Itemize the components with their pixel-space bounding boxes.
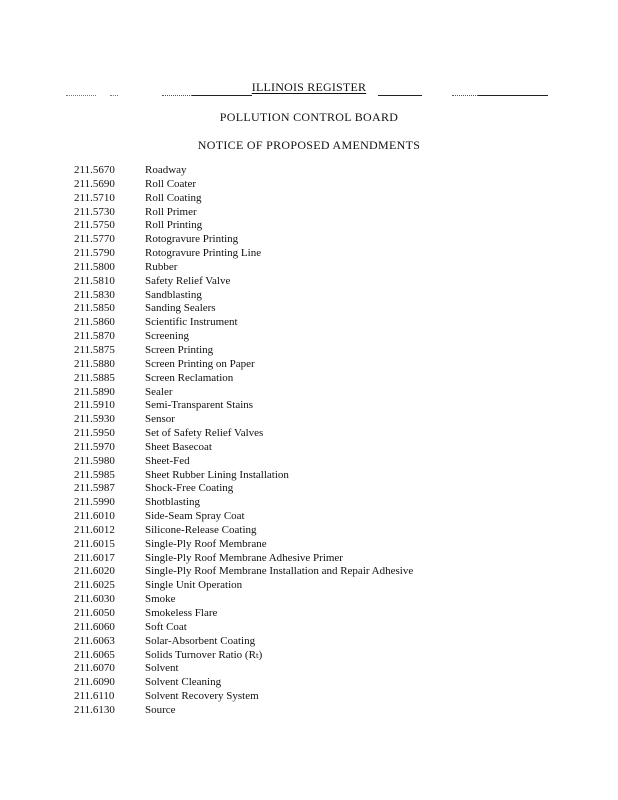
definition-row bbox=[74, 233, 594, 247]
defined-term: Roadway bbox=[145, 164, 187, 176]
definition-row bbox=[74, 482, 594, 496]
definition-row bbox=[74, 192, 594, 206]
defined-term: Sheet Basecoat bbox=[145, 440, 212, 453]
defined-term: Sensor bbox=[145, 413, 175, 426]
definition-row bbox=[74, 635, 594, 649]
section-number: 211.5850 bbox=[74, 302, 115, 315]
section-number: 211.6090 bbox=[74, 676, 115, 689]
defined-term: Safety Relief Valve bbox=[145, 274, 231, 287]
defined-term: Roll Coating bbox=[145, 191, 202, 204]
section-number: 211.6060 bbox=[74, 620, 115, 633]
section-number: 211.6130 bbox=[74, 703, 115, 716]
definition-row bbox=[74, 579, 594, 593]
definition-row bbox=[74, 427, 594, 441]
section-number: 211.5860 bbox=[74, 316, 115, 329]
section-number: 211.6030 bbox=[74, 593, 115, 606]
section-number: 211.6065 bbox=[74, 648, 115, 661]
defined-term: Solvent Cleaning bbox=[145, 676, 222, 689]
section-number: 211.5987 bbox=[74, 482, 115, 495]
defined-term: Sealer bbox=[145, 385, 173, 398]
definition-row bbox=[74, 178, 594, 192]
section-number: 211.5885 bbox=[74, 371, 115, 384]
definition-row bbox=[74, 302, 594, 316]
definition-row bbox=[74, 275, 594, 289]
header-rule-left-dots bbox=[66, 95, 96, 96]
defined-term: Set of Safety Relief Valves bbox=[145, 427, 264, 440]
section-number: 211.5810 bbox=[74, 274, 115, 287]
section-number: 211.6063 bbox=[74, 634, 115, 647]
definition-row bbox=[74, 386, 594, 400]
section-number: 211.5670 bbox=[74, 164, 115, 176]
definition-row bbox=[74, 607, 594, 621]
defined-term: Solids Turnover Ratio (Rₜ) bbox=[145, 648, 263, 661]
defined-term: Screen Reclamation bbox=[145, 371, 234, 384]
definition-row bbox=[74, 219, 594, 233]
section-number: 211.5830 bbox=[74, 288, 115, 301]
defined-term: Soft Coat bbox=[145, 620, 187, 633]
section-number: 211.6010 bbox=[74, 510, 115, 523]
defined-term: Sheet-Fed bbox=[145, 454, 190, 467]
notice-title: NOTICE OF PROPOSED AMENDMENTS bbox=[197, 138, 421, 152]
section-number: 211.5910 bbox=[74, 399, 115, 412]
header-rule-left-dotted bbox=[162, 95, 192, 96]
section-number: 211.6017 bbox=[74, 551, 115, 564]
section-number: 211.6012 bbox=[74, 523, 115, 536]
section-number: 211.5710 bbox=[74, 191, 115, 204]
defined-term: Silicone-Release Coating bbox=[145, 523, 257, 536]
section-number: 211.6020 bbox=[74, 565, 115, 578]
defined-term: Single-Ply Roof Membrane bbox=[145, 537, 267, 550]
defined-term: Solvent Recovery System bbox=[145, 690, 259, 703]
header-rule-right-dotted bbox=[452, 95, 478, 96]
section-number: 211.5950 bbox=[74, 427, 115, 440]
defined-term: Rotogravure Printing Line bbox=[145, 247, 262, 260]
definitions-list bbox=[74, 164, 594, 718]
definition-row bbox=[74, 455, 594, 469]
defined-term: Screening bbox=[145, 330, 189, 343]
definition-row bbox=[74, 649, 594, 663]
defined-term: Rotogravure Printing bbox=[145, 233, 239, 246]
defined-term: Roll Primer bbox=[145, 205, 197, 218]
definition-row bbox=[74, 538, 594, 552]
section-number: 211.5985 bbox=[74, 468, 115, 481]
definition-row bbox=[74, 289, 594, 303]
definition-row bbox=[74, 206, 594, 220]
section-number: 211.5790 bbox=[74, 247, 115, 260]
section-number: 211.6015 bbox=[74, 537, 115, 550]
section-number: 211.6025 bbox=[74, 579, 115, 592]
register-title-text: ILLINOIS REGISTER bbox=[251, 80, 367, 94]
definition-row bbox=[74, 510, 594, 524]
definition-row bbox=[74, 399, 594, 413]
definition-row bbox=[74, 469, 594, 483]
definition-row bbox=[74, 330, 594, 344]
defined-term: Screen Printing bbox=[145, 343, 214, 356]
definition-row bbox=[74, 261, 594, 275]
defined-term: Screen Printing on Paper bbox=[145, 357, 255, 370]
defined-term: Shock-Free Coating bbox=[145, 482, 234, 495]
defined-term: Solar-Absorbent Coating bbox=[145, 634, 256, 647]
definition-row bbox=[74, 413, 594, 427]
section-number: 211.6050 bbox=[74, 607, 115, 619]
defined-term: Side-Seam Spray Coat bbox=[145, 510, 245, 523]
section-number: 211.5890 bbox=[74, 385, 115, 398]
definition-row bbox=[74, 690, 594, 704]
section-number: 211.5930 bbox=[74, 413, 115, 426]
definition-row bbox=[74, 662, 594, 676]
defined-term: Sheet Rubber Lining Installation bbox=[145, 468, 289, 481]
defined-term: Roll Printing bbox=[145, 219, 203, 232]
header-rule-left bbox=[192, 95, 252, 96]
board-title: POLLUTION CONTROL BOARD bbox=[219, 110, 399, 124]
section-number: 211.6110 bbox=[74, 690, 115, 703]
register-title bbox=[0, 80, 618, 95]
section-number: 211.5730 bbox=[74, 205, 115, 218]
defined-term: Rubber bbox=[145, 260, 178, 273]
defined-term: Single-Ply Roof Membrane Installation and Repair Adhesive bbox=[145, 565, 414, 578]
defined-term: Sanding Sealers bbox=[145, 302, 216, 315]
definition-row bbox=[74, 247, 594, 261]
definition-row bbox=[74, 565, 594, 579]
definition-row bbox=[74, 344, 594, 358]
definition-row bbox=[74, 704, 594, 718]
header-rule-right bbox=[378, 95, 422, 96]
definition-row bbox=[74, 358, 594, 372]
definition-row bbox=[74, 441, 594, 455]
definition-row bbox=[74, 164, 594, 178]
definition-row bbox=[74, 316, 594, 330]
defined-term: Smoke bbox=[145, 593, 176, 606]
defined-term: Source bbox=[145, 703, 176, 716]
definition-row bbox=[74, 676, 594, 690]
section-number: 211.5750 bbox=[74, 219, 115, 232]
section-number: 211.5880 bbox=[74, 357, 115, 370]
defined-term: Single Unit Operation bbox=[145, 579, 243, 592]
defined-term: Solvent bbox=[145, 662, 179, 675]
defined-term: Semi-Transparent Stains bbox=[145, 399, 254, 412]
section-number: 211.5690 bbox=[74, 177, 115, 190]
definition-row bbox=[74, 593, 594, 607]
header-rule-right-main bbox=[478, 95, 548, 96]
section-number: 211.6070 bbox=[74, 662, 115, 675]
definition-row bbox=[74, 621, 594, 635]
defined-term: Scientific Instrument bbox=[145, 316, 238, 329]
defined-term: Shotblasting bbox=[145, 496, 201, 509]
section-number: 211.5800 bbox=[74, 260, 115, 273]
header-rule-left-small bbox=[110, 95, 118, 96]
defined-term: Smokeless Flare bbox=[145, 607, 218, 619]
definition-row bbox=[74, 496, 594, 510]
defined-term: Sandblasting bbox=[145, 288, 202, 301]
section-number: 211.5980 bbox=[74, 454, 115, 467]
definition-row bbox=[74, 552, 594, 566]
section-number: 211.5875 bbox=[74, 343, 115, 356]
defined-term: Roll Coater bbox=[145, 177, 197, 190]
defined-term: Single-Ply Roof Membrane Adhesive Primer bbox=[145, 551, 343, 564]
definition-row bbox=[74, 372, 594, 386]
section-number: 211.5870 bbox=[74, 330, 115, 343]
section-number: 211.5990 bbox=[74, 496, 115, 509]
definition-row bbox=[74, 524, 594, 538]
section-number: 211.5970 bbox=[74, 440, 115, 453]
section-number: 211.5770 bbox=[74, 233, 115, 246]
